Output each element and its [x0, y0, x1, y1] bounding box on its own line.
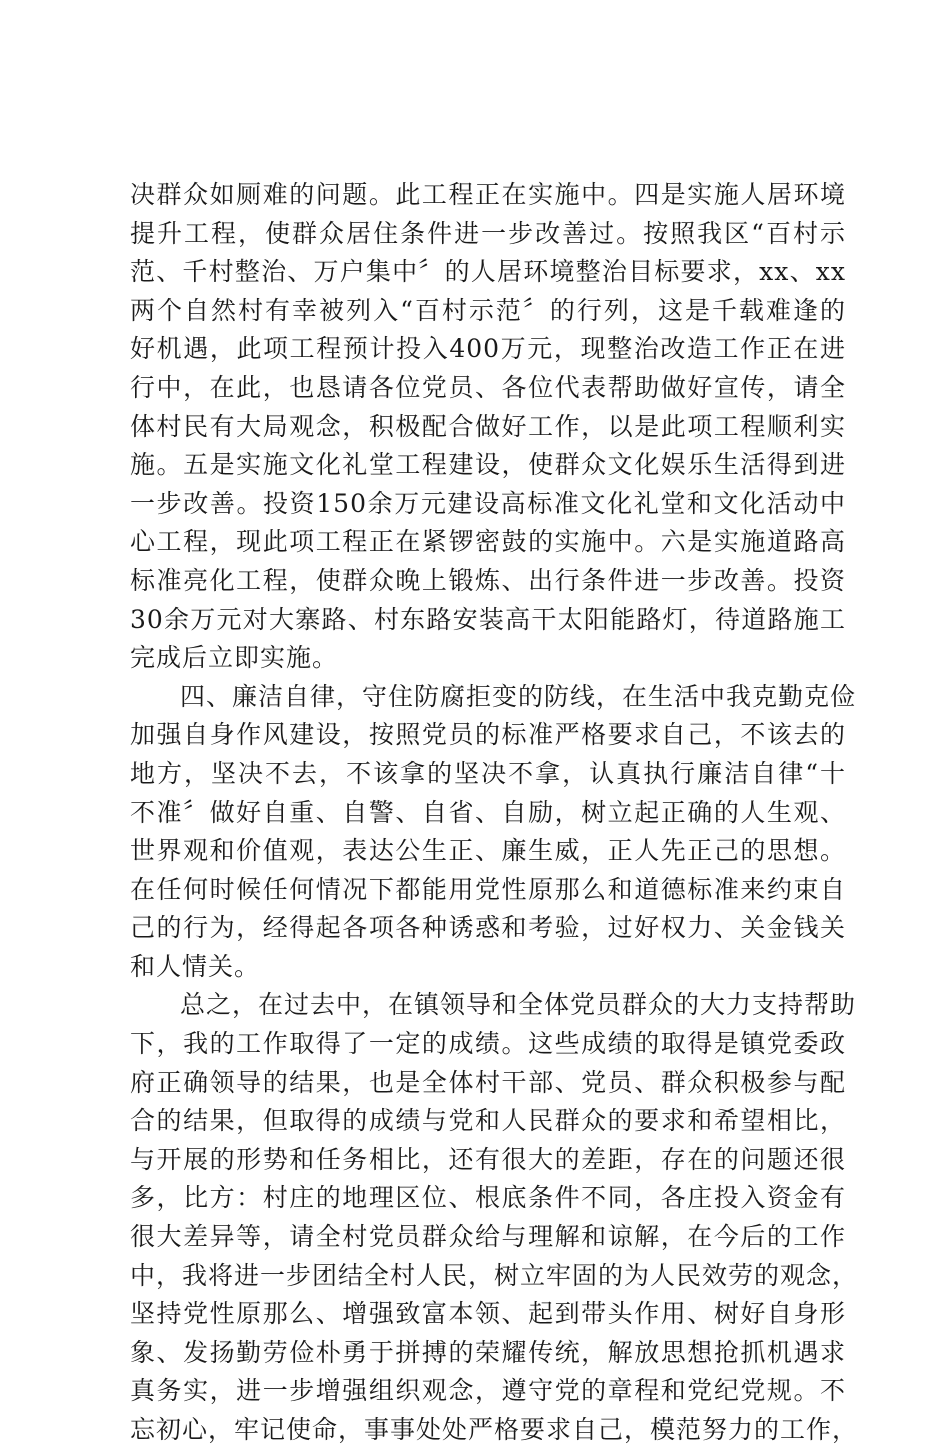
text-line: 世界观和价值观，表达公生正、廉生威，正人先正己的思想。: [130, 836, 846, 866]
text-line: 合的结果，但取得的成绩与党和人民群众的要求和希望相比，: [130, 1106, 846, 1136]
text-line: 和人情关。: [130, 951, 261, 981]
text-line: 下，我的工作取得了一定的成绩。这些成绩的取得是镇党委政: [130, 1029, 846, 1059]
text-line: 一步改善。投资150余万元建设高标准文化礼堂和文化活动中: [130, 488, 846, 518]
text-line: 地方，坚决不去，不该拿的坚决不拿，认真执行廉洁自律“十: [130, 758, 846, 788]
text-line: 决群众如厕难的问题。此工程正在实施中。四是实施人居环境: [130, 180, 846, 209]
text-line: 真务实，进一步增强组织观念，遵守党的章程和党纪党规。不: [130, 1376, 846, 1406]
text-line: 很大差异等，请全村党员群众给与理解和谅解，在今后的工作: [130, 1222, 846, 1252]
text-line: 府正确领导的结果，也是全体村干部、党员、群众积极参与配: [130, 1067, 846, 1097]
text-line: 标准亮化工程，使群众晚上锻炼、出行条件进一步改善。投资: [130, 565, 846, 595]
text-line: 与开展的形势和任务相比，还有很大的差距，存在的问题还很: [130, 1144, 846, 1174]
text-line: 多，比方：村庄的地理区位、根底条件不同，各庄投入资金有: [130, 1183, 846, 1213]
text-line: 30余万元对大寨路、村东路安装高干太阳能路灯，待道路施工: [130, 604, 846, 634]
text-line: 范、千村整治、万户集中〞的人居环境整治目标要求，xx、xx: [130, 257, 846, 287]
text-line: 行中，在此，也恳请各位党员、各位代表帮助做好宣传，请全: [130, 372, 846, 402]
text-line: 心工程，现此项工程正在紧锣密鼓的实施中。六是实施道路高: [130, 527, 846, 557]
text-line: 四、廉洁自律，守住防腐拒变的防线，在生活中我克勤克俭: [180, 681, 857, 711]
text-line: 忘初心，牢记使命，事事处处严格要求自己，模范努力的工作，: [130, 1415, 859, 1444]
text-line: 坚持党性原那么、增强致富本领、起到带头作用、树好自身形: [130, 1299, 846, 1329]
text-line: 提升工程，使群众居住条件进一步改善过。按照我区“百村示: [130, 218, 846, 248]
text-line: 总之，在过去中，在镇领导和全体党员群众的大力支持帮助: [180, 990, 857, 1020]
text-line: 好机遇，此项工程预计投入400万元，现整治改造工作正在进: [130, 334, 846, 364]
text-line: 体村民有大局观念，积极配合做好工作，以是此项工程顺利实: [130, 411, 846, 441]
text-line: 完成后立即实施。: [130, 643, 339, 673]
text-line: 己的行为，经得起各项各种诱惑和考验，过好权力、关金钱关: [130, 913, 846, 943]
text-line: 在任何时候任何情况下都能用党性原那么和道德标准来约束自: [130, 874, 846, 904]
document-page: [130, 176, 859, 1450]
text-line: 两个自然村有幸被列入“百村示范〞的行列，这是千载难逢的: [130, 295, 846, 325]
text-line: 施。五是实施文化礼堂工程建设，使群众文化娱乐生活得到进: [130, 450, 846, 480]
text-line: 中，我将进一步团结全村人民，树立牢固的为人民效劳的观念，: [130, 1260, 859, 1290]
text-line: 加强自身作风建设，按照党员的标准严格要求自己，不该去的: [130, 720, 846, 750]
text-line: 象、发扬勤劳俭朴勇于拼搏的荣耀传统，解放思想抢抓机遇求: [130, 1337, 846, 1367]
text-line: 不准〞做好自重、自警、自省、自励，树立起正确的人生观、: [130, 797, 846, 827]
